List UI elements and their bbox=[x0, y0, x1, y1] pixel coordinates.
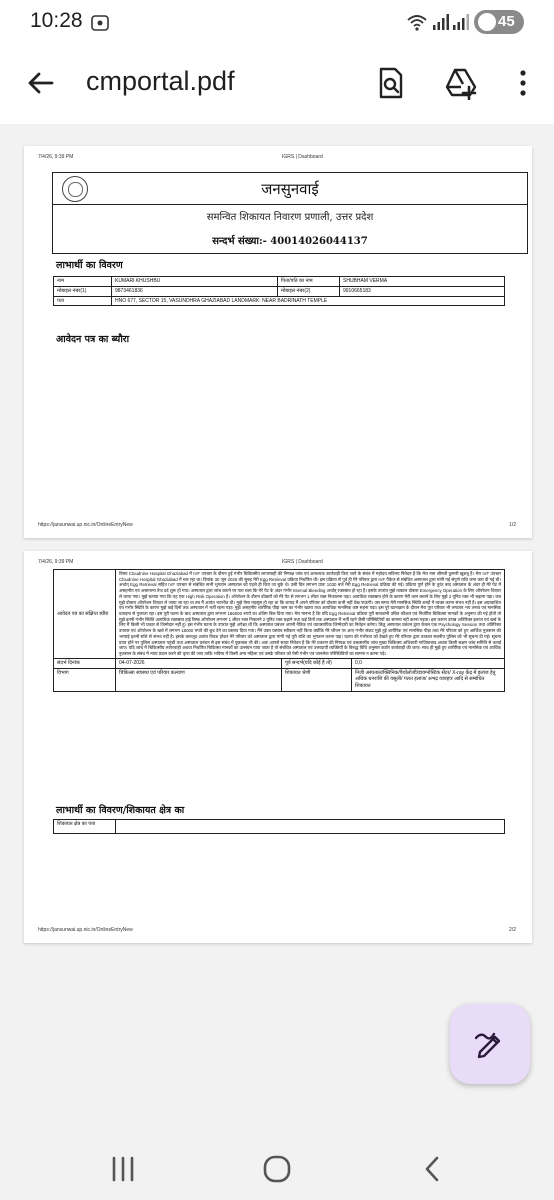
wifi-icon bbox=[406, 13, 428, 31]
summary-label: आवेदन पत्र का संक्षिप्त ब्यौरा bbox=[54, 570, 116, 659]
back-arrow-icon[interactable] bbox=[24, 66, 58, 100]
father-name-value: SHUBHAM VERMA bbox=[340, 277, 505, 287]
status-bar bbox=[0, 0, 554, 44]
previous-reference-value: 0,0 bbox=[352, 658, 505, 668]
screenshot-icon bbox=[90, 13, 110, 33]
page-header-title: IGRS | Dashboard bbox=[282, 154, 323, 160]
name-value: KUMARI KHUSHBU bbox=[112, 277, 278, 287]
jansunwai-banner bbox=[52, 172, 528, 254]
battery-level: 45 bbox=[498, 13, 515, 30]
page-header-date: 7/4/26, 9:39 PM bbox=[38, 154, 74, 160]
mobile1-label: मोबाइल नंबर(1) bbox=[54, 286, 112, 296]
battery-indicator bbox=[474, 10, 524, 34]
mobile2-value: 9910665183 bbox=[340, 286, 505, 296]
pdf-page-2[interactable] bbox=[24, 551, 532, 943]
page-header-date: 7/4/26, 9:39 PM bbox=[38, 559, 74, 565]
category-value: निजी अस्पताल/क्लिनिक/पैथोलोजी/डायग्नोस्टिक सेंटर/ X-ray केंद्र में इलाज हेतु अधिक धनराशि की वसूली/ गलत इलाज/ अभद्र व्यवहार आदि से सम्बंधित शिकायत bbox=[352, 668, 505, 691]
father-name-label: पिता/पति का नाम bbox=[278, 277, 340, 287]
department-value: चिकित्सा स्वास्थ्य एवं परिवार कल्याण bbox=[116, 668, 282, 691]
battery-saver-icon bbox=[478, 13, 496, 31]
more-vert-icon[interactable] bbox=[506, 66, 540, 100]
page-footer-number: 2/2 bbox=[509, 927, 516, 933]
document-title: cmportal.pdf bbox=[86, 66, 235, 96]
signal-2-icon bbox=[452, 13, 470, 31]
summary-text: विषय Cloudnine Hospital Ghaziabad में IVF उपचार के दौरान हुई गंभीर चिकित्सीय लापरवाही की निष्पक्ष जांच एवं आवश्यक कार्यवाही किए जाने के संबंध में महोदय सविनय निवेदन है कि मेरा नाम श्रीमती कुमारी खुशबू है। मेरा IVF उपचार Cloudnine Hospital Ghaziabad में चल रहा था। दिनांक 30 जून 2026 की सुबह मेरी Egg Retrieval प्रक्रिया निर्धारित थी। इस प्रक्रिया से पूर्व ही मेरे परिवार द्वारा IVF पैकेज से संबंधित अस्पताल द्वारा मांगी गई संपूर्ण राशि जमा करा दी गई थी। अर्थात् Egg Retrieval सहित IVF उपचार से संबंधित सभी भुगतान अस्पताल को पहले ही किए जा चुके थे। उसी दिन लगभग प्रातः 1030 बजे मेरी Egg Retrieval प्रक्रिया की गई। प्रक्रिया पूर्ण होने के तुरंत बाद अस्पताल के अंदर ही मेरे पेट में असहनीय एवं असामान्य तेज दर्द शुरू हो गया। अस्पताल द्वारा जांच कराने पर पता चला कि मेरे पेट के अंदर गंभीर Internal Bleeding अर्थात् रक्तस्राव हो रहा है। इसके उपरांत मुझे तत्काल दोबारा Emergency Operation के लिए ऑपरेशन थिएटर ले जाया गया। मुझे बताया गया कि यह एक High Risk Operation है। ऑपरेशन के दौरान डॉक्टरों को मेरे पेट से लगभग 1 लीटर रक्त निकालना पड़ा। अत्यधिक रक्तस्राव होने के कारण मेरी जान बचाने के लिए मुझे 2 यूनिट रक्त भी चढ़ाना पड़ा। जब मुझे दोबारा ऑपरेशन थिएटर ले जाया जा रहा था तब मैं अत्यंत भयभीत थी। मुझे ऐसा महसूस हो रहा था कि शायद मैं अपने परिवार को दोबारा कभी नहीं देख पाऊंगी। उस समय मेरी मानसिक स्थिति शब्दों में व्यक्त करना संभव नहीं है। इस अप्रत्याशित एवं गंभीर स्थिति के कारण मुझे कई दिनों तक अस्पताल में भर्ती रहना पड़ा। मुझे असहनीय शारीरिक पीड़ा जान का गंभीर खतरा तथा अत्यधिक मानसिक कष्ट सहना पड़ा। इस पूरे घटनाक्रम के दौरान मेरा पूरा परिवार भी लगातार भय तनाव एवं मानसिक प्रताड़ना से गुजरता रहा। इस पूरी घटना के बाद अस्पताल द्वारा लगभग 186000 रुपये का अंतिम बिल दिया गया। मेरा मानना है कि यदि Egg Retrieval प्रक्रिया पूरी सावधानी उचित कौशल एवं निर्धारित चिकित्सा मानकों के अनुरूप की गई होती तो मुझे इतनी गंभीर स्थिति अत्यधिक रक्तस्राव हाई रिस्क ऑपरेशन लगभग 1 लीटर रक्त निकलने 2 यूनिट रक्त चढ़ाने तथा कई दिनों तक अस्पताल में भर्ती रहने जैसी परिस्थितियों का सामना नहीं करना पड़ता। इस कारण उत्पन्न अतिरिक्त इलाज एवं खर्च के लिए मैं किसी भी प्रकार से जिम्मेदार नहीं हूं। इस गंभीर घटना के उपरांत मुझे अपेक्षा थी कि अस्पताल प्रबंधन अपनी नैतिक एवं व्यावसायिक जिम्मेदारी का निर्वहन करेगा। किंतु अस्पताल प्रबंधन द्वारा केवल एक Psychology Session तथा अतिरिक्त उपचार एवं ऑपरेशन के खर्च में लगभग 18000 रुपये की छूट देने का प्रस्ताव दिया गया। मैंने उक्त प्रस्ताव स्वीकार नहीं किया क्योंकि मेरे जीवन पर आए गंभीर संकट मुझे हुई शारीरिक एवं मानसिक पीड़ा तथा मेरे परिवार को हुए आर्थिक नुकसान की भरपाई इतनी राशि से संभव नहीं है। इसके बावजूद अत्यंत विवश होकर मेरे परिवार को अस्पताल द्वारा मांगी गई पूरी राशि का भुगतान करना पड़ा। घटना की गंभीरता को देखते हुए मेरे परिवार द्वारा तत्काल स्थानीय पुलिस को भी सूचना दी गई। सूचना प्राप्त होने पर पुलिस अस्पताल पहुंची तथा अस्पताल प्रबंधन से इस संबंध में पूछताछ भी की। अतः आपसे सादर निवेदन है कि मेरे प्रकरण की निष्पक्ष एवं उच्चस्तरीय जांच मुख्य चिकित्सा अधिकारी गाजियाबाद अथवा किसी सक्षम जांच समिति से कराई जाए। यदि जांच में चिकित्सीय लापरवाही अथवा निर्धारित चिकित्सा मानकों का उल्लंघन पाया जाता है तो संबंधित अस्पताल एवं उत्तरदायी व्यक्तियों के विरुद्ध विधि अनुसार कठोर कार्यवाही की जाए। साथ ही मुझे हुए शारीरिक एवं मानसिक एवं आर्थिक नुकसान के संबंध में न्याय प्रदान करने की कृपा की जाए ताकि भविष्य में किसी अन्य महिला एवं उसके परिवार को ऐसी गंभीर एवं जानलेवा परिस्थितियों का सामना न करना पड़े। bbox=[116, 570, 505, 659]
mobile1-value: 9873461836 bbox=[112, 286, 278, 296]
system-navigation-bar bbox=[0, 1132, 554, 1200]
application-table bbox=[53, 569, 505, 692]
category-label: शिकायत श्रेणी bbox=[282, 668, 352, 691]
search-document-icon[interactable] bbox=[374, 66, 408, 100]
page-footer-url: https://jansunwai.up.nic.in/OnlineEntryNew bbox=[38, 927, 133, 933]
beneficiary-table bbox=[53, 276, 505, 306]
name-label: नाम bbox=[54, 277, 112, 287]
page-footer-number: 1/2 bbox=[509, 522, 516, 528]
address-label: पता bbox=[54, 296, 112, 306]
add-to-drive-icon[interactable] bbox=[444, 66, 478, 100]
back-icon[interactable] bbox=[418, 1154, 448, 1184]
section-complaint-area-heading: लाभार्थी का विवरण/शिकायत क्षेत्र का bbox=[56, 805, 185, 816]
page-header-title: IGRS | Dashboard bbox=[282, 559, 323, 565]
banner-title: जनसुनवाई bbox=[261, 180, 319, 198]
department-label: विभाग bbox=[54, 668, 116, 691]
home-icon[interactable] bbox=[262, 1154, 292, 1184]
signal-1-icon bbox=[432, 13, 450, 31]
app-bar bbox=[0, 44, 554, 124]
page-footer-url: https://jansunwai.up.nic.in/OnlineEntryNew bbox=[38, 522, 133, 528]
edit-pen-icon bbox=[472, 1026, 508, 1062]
annotate-fab-button[interactable] bbox=[450, 1004, 530, 1084]
section-beneficiary-heading: लाभार्थी का विवरण bbox=[56, 260, 123, 271]
reference-number: सन्दर्भ संख्या:- 40014026044137 bbox=[212, 236, 368, 247]
status-time: 10:28 bbox=[30, 9, 83, 32]
complaint-area-value bbox=[116, 820, 505, 834]
banner-subtitle: समन्वित शिकायत निवारण प्रणाली, उत्तर प्रदेश bbox=[206, 212, 374, 223]
date-value: 04-07-2026 bbox=[116, 658, 282, 668]
previous-reference-label: पूर्व सन्दर्भ(यदि कोई है तो) bbox=[282, 658, 352, 668]
section-application-heading: आवेदन पत्र का ब्यौरा bbox=[56, 334, 130, 345]
complaint-area-table bbox=[53, 819, 505, 834]
date-label: संदर्भ दिनांक bbox=[54, 658, 116, 668]
complaint-area-label: शिकायत क्षेत्र का पता bbox=[54, 820, 116, 834]
address-value: HNO 677, SECTOR 15, VASUNDHRA GHAZIABAD LANDMARK: NEAR BADRINATH TEMPLE bbox=[112, 296, 505, 306]
pdf-page-1[interactable] bbox=[24, 146, 532, 538]
recents-icon[interactable] bbox=[108, 1154, 138, 1184]
mobile2-label: मोबाइल नंबर(2) bbox=[278, 286, 340, 296]
